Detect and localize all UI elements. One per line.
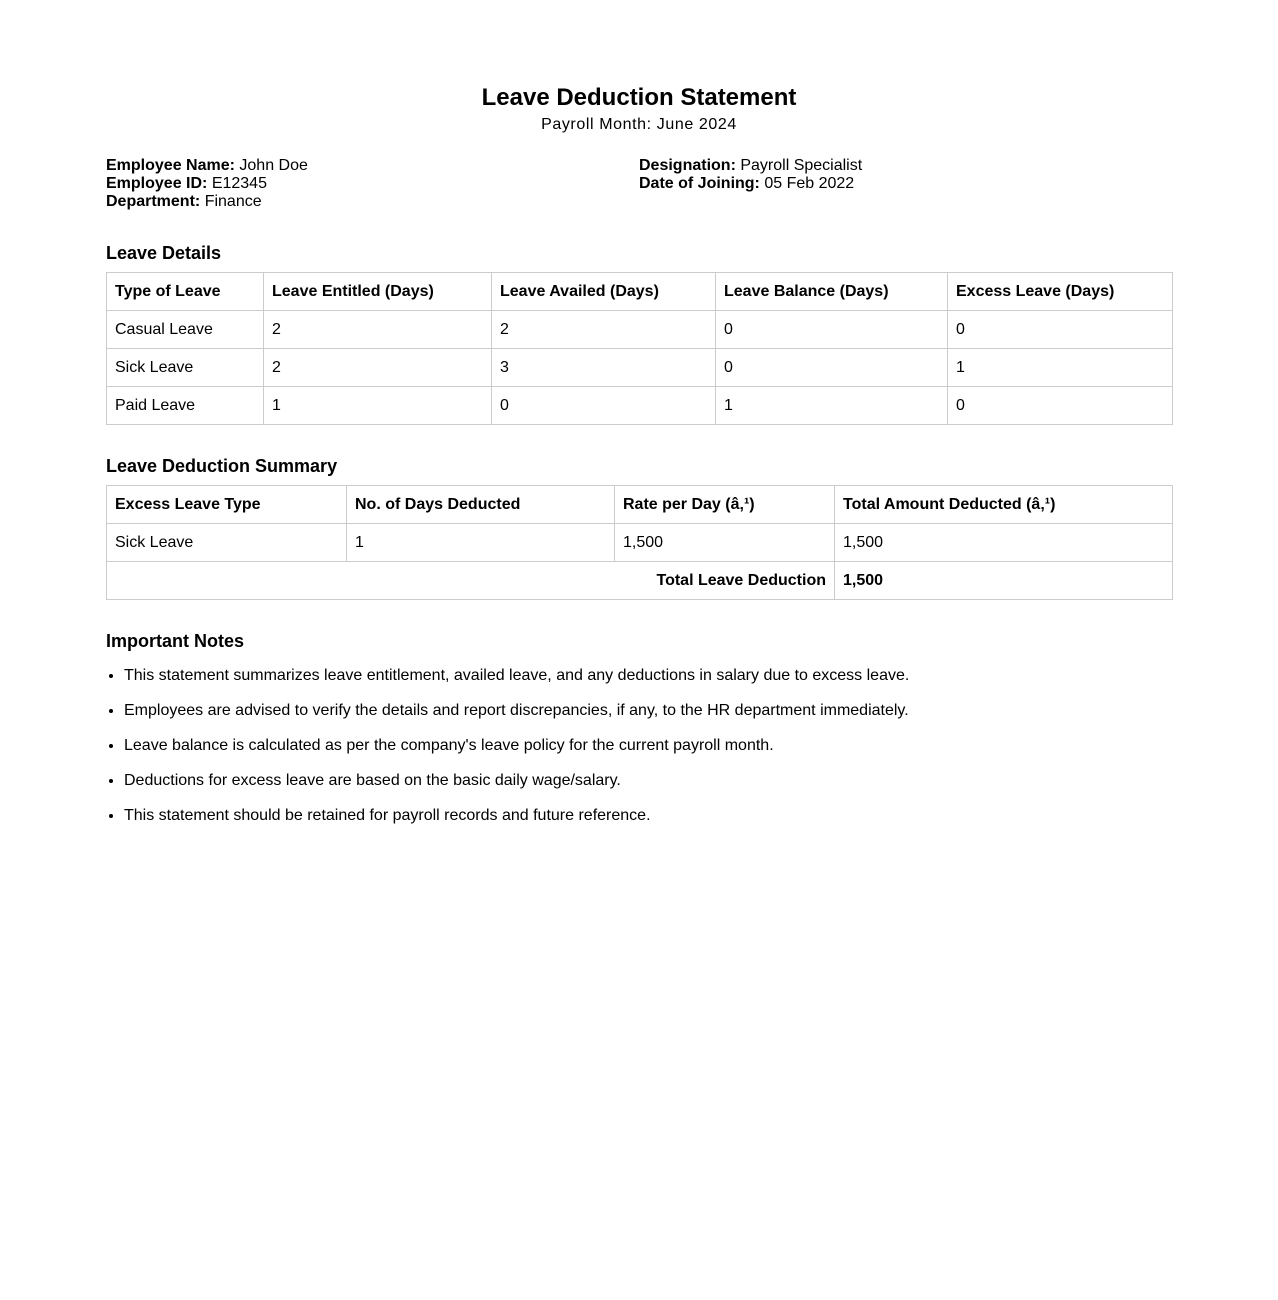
total-deduction-label: Total Leave Deduction <box>107 562 835 600</box>
table-cell: 2 <box>492 311 716 349</box>
column-header: Leave Entitled (Days) <box>264 273 492 311</box>
table-row <box>107 311 1173 349</box>
table-cell: 0 <box>948 387 1173 425</box>
total-deduction-value: 1,500 <box>835 562 1173 600</box>
column-header: Total Amount Deducted (â‚¹) <box>835 486 1173 524</box>
table-cell: 2 <box>264 349 492 387</box>
table-cell: 0 <box>716 349 948 387</box>
designation-label: Designation: <box>639 157 736 174</box>
table-cell: 0 <box>948 311 1173 349</box>
table-cell: Paid Leave <box>107 387 264 425</box>
table-cell: 1,500 <box>615 524 835 562</box>
list-item: • This statement summarizes leave entitlement, availed leave, and any deductions in salary due to excess leave. <box>124 666 1172 685</box>
table-cell: Sick Leave <box>107 524 347 562</box>
employee-id-label: Employee ID: <box>106 175 208 192</box>
table-row <box>107 524 1173 562</box>
employee-info <box>106 157 1172 211</box>
department-label: Department: <box>106 193 201 210</box>
table-cell: 1,500 <box>835 524 1173 562</box>
table-cell: 1 <box>347 524 615 562</box>
employee-id-row <box>106 175 639 193</box>
table-cell: 0 <box>716 311 948 349</box>
column-header: Type of Leave <box>107 273 264 311</box>
table-cell: 2 <box>264 311 492 349</box>
leave-details-table <box>106 272 1173 425</box>
table-row <box>107 349 1173 387</box>
employee-info-left <box>106 157 639 211</box>
employee-name-label: Employee Name: <box>106 157 235 174</box>
payroll-month: Payroll Month: June 2024 <box>541 116 737 133</box>
statement-page <box>106 0 1172 825</box>
list-item: • Leave balance is calculated as per the company's leave policy for the current payroll month. <box>124 736 1172 755</box>
total-row <box>107 562 1173 600</box>
employee-info-right <box>639 157 1172 211</box>
table-header-row <box>107 486 1173 524</box>
column-header: Excess Leave (Days) <box>948 273 1173 311</box>
designation-row <box>639 157 1172 175</box>
leave-details-heading: Leave Details <box>106 243 222 263</box>
employee-name-row <box>106 157 639 175</box>
notes-list <box>106 666 1172 825</box>
table-cell: 1 <box>716 387 948 425</box>
list-item: • Employees are advised to verify the details and report discrepancies, if any, to the HR department immediately. <box>124 701 1172 720</box>
employee-id-value: E12345 <box>211 175 267 192</box>
table-cell: 0 <box>492 387 716 425</box>
joining-date-row <box>639 175 1172 193</box>
column-header: Leave Balance (Days) <box>716 273 948 311</box>
table-header-row <box>107 273 1173 311</box>
important-notes-heading: Important Notes <box>106 631 245 651</box>
deduction-summary-heading: Leave Deduction Summary <box>106 456 338 476</box>
column-header: Excess Leave Type <box>107 486 347 524</box>
column-header: Rate per Day (â‚¹) <box>615 486 835 524</box>
list-item: • This statement should be retained for payroll records and future reference. <box>124 806 1172 825</box>
department-row <box>106 193 639 211</box>
designation-value: Payroll Specialist <box>740 157 863 174</box>
table-cell: 1 <box>264 387 492 425</box>
department-value: Finance <box>204 193 262 210</box>
joining-date-value: 05 Feb 2022 <box>764 175 855 192</box>
column-header: No. of Days Deducted <box>347 486 615 524</box>
table-cell: Casual Leave <box>107 311 264 349</box>
page-title: Leave Deduction Statement <box>481 84 797 111</box>
joining-date-label: Date of Joining: <box>639 175 760 192</box>
deduction-summary-table <box>106 485 1173 600</box>
table-cell: 3 <box>492 349 716 387</box>
table-cell: Sick Leave <box>107 349 264 387</box>
table-cell: 1 <box>948 349 1173 387</box>
table-row <box>107 387 1173 425</box>
column-header: Leave Availed (Days) <box>492 273 716 311</box>
list-item: • Deductions for excess leave are based on the basic daily wage/salary. <box>124 771 1172 790</box>
employee-name-value: John Doe <box>239 157 308 174</box>
